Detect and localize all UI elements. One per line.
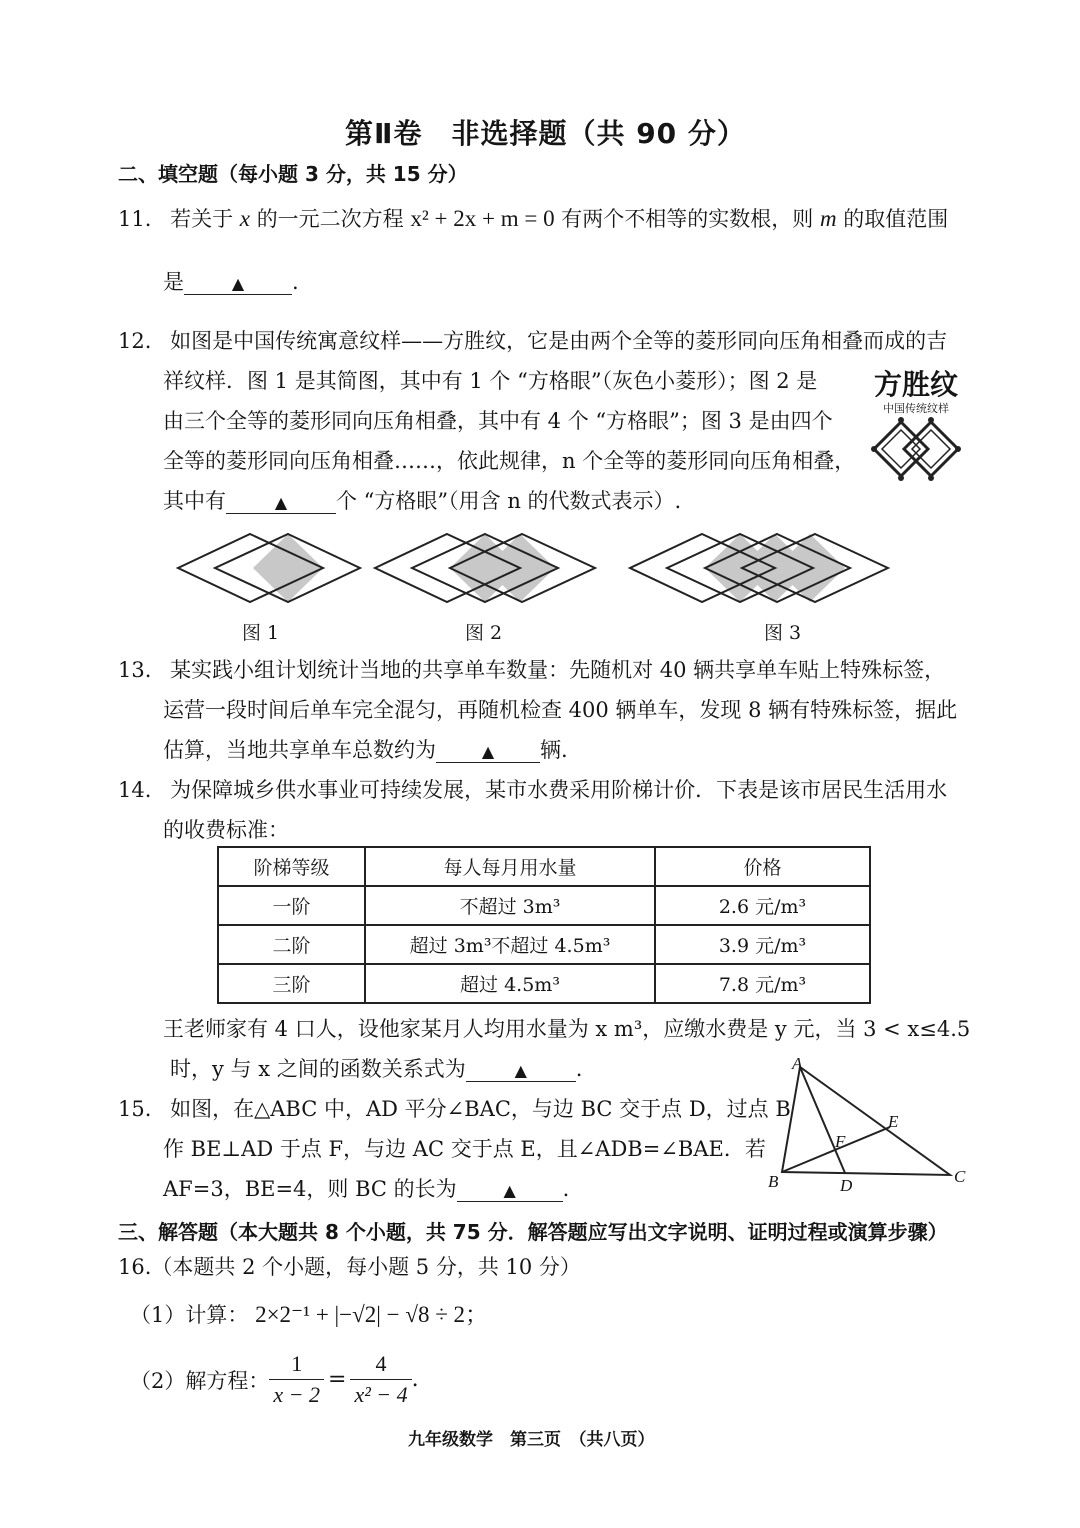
variable-m: m	[819, 206, 837, 231]
question-14-line1	[118, 775, 947, 805]
logo-title: 方胜纹	[873, 368, 958, 401]
question-number: 11.	[118, 207, 152, 231]
figure-label: 图 3	[764, 622, 802, 644]
section-heading-fill-in: 二、填空题（每小题 3 分，共 15 分）	[118, 162, 468, 186]
knot-icon	[866, 416, 966, 486]
question-text: .	[562, 1177, 570, 1201]
rhombus-figures	[170, 524, 920, 614]
table-cell: 3.9 元/m³	[655, 925, 870, 964]
question-text: 如图，在△ABC 中，AD 平分∠BAC，与边 BC 交于点 D，过点 B	[170, 1097, 791, 1121]
question-number: 13.	[118, 658, 152, 682]
question-number: 14.	[118, 778, 152, 802]
table-cell: 2.6 元/m³	[655, 886, 870, 925]
answer-blank[interactable]: ▲	[184, 274, 292, 295]
part-label: （2）解方程：	[130, 1368, 270, 1393]
question-text: 由三个全等的菱形同向压角相叠，其中有 4 个 “方格眼”；图 3 是由四个	[163, 409, 833, 433]
table-header-row	[218, 847, 870, 886]
figure-1	[178, 534, 360, 602]
table-cell: 三阶	[218, 964, 365, 1003]
answer-blank[interactable]: ▲	[466, 1061, 576, 1082]
table-row	[218, 886, 870, 925]
question-text: 个 “方格眼”（用含 n 的代数式表示）.	[336, 489, 682, 513]
question-13-line1	[118, 655, 945, 685]
question-text: 若关于	[170, 207, 234, 231]
period: .	[411, 1367, 419, 1392]
question-11-line2	[163, 267, 299, 297]
question-text: AF=3，BE=4，则 BC 的长为	[163, 1177, 457, 1201]
question-text: .	[292, 270, 299, 294]
section-heading-solutions: 三、解答题（本大题共 8 个小题，共 75 分．解答题应写出文字说明、证明过程或演算步骤）	[118, 1220, 948, 1244]
numerator: 4	[350, 1349, 411, 1380]
table-header-cell: 阶梯等级	[218, 847, 365, 886]
question-text: 的收费标准：	[163, 818, 289, 842]
logo-subtitle: 中国传统纹样	[883, 402, 949, 415]
question-text: 的一元二次方程	[256, 207, 404, 231]
figure-3	[630, 534, 888, 602]
question-16-part2	[130, 1349, 419, 1410]
numerator: 1	[269, 1349, 324, 1380]
question-text: 辆.	[540, 738, 568, 762]
point-label-b: B	[768, 1172, 779, 1191]
table-header-cell: 每人每月用水量	[365, 847, 655, 886]
fraction-right	[350, 1349, 411, 1410]
table-row	[218, 964, 870, 1003]
question-15-line1	[118, 1094, 791, 1124]
table-cell: 一阶	[218, 886, 365, 925]
answer-blank[interactable]: ▲	[457, 1181, 563, 1202]
question-text: 其中有	[163, 489, 226, 513]
water-price-table	[217, 846, 871, 1004]
table-cell: 不超过 3m³	[365, 886, 655, 925]
equation: x² + 2x + m = 0	[410, 206, 555, 231]
page-title: 第Ⅱ卷 非选择题（共 90 分）	[345, 117, 746, 150]
question-text: 的取值范围	[843, 207, 949, 231]
table-cell: 7.8 元/m³	[655, 964, 870, 1003]
part-label: （1）计算：	[130, 1303, 249, 1327]
table-cell: 超过 4.5m³	[365, 964, 655, 1003]
point-label-f: F	[835, 1132, 846, 1151]
fraction-left	[269, 1349, 324, 1410]
answer-blank[interactable]: ▲	[436, 742, 540, 763]
question-16-part1	[130, 1300, 488, 1330]
figure-label: 图 2	[465, 622, 503, 644]
question-text: 有两个不相等的实数根，则	[561, 207, 814, 231]
question-text: 如图是中国传统寓意纹样——方胜纹，它是由两个全等的菱形同向压角相叠而成的吉	[170, 329, 948, 353]
question-15-line3	[163, 1174, 569, 1204]
denominator: x − 2	[273, 1382, 320, 1407]
question-text: 祥纹样．图 1 是其简图，其中有 1 个 “方格眼”（灰色小菱形）；图 2 是	[163, 369, 818, 393]
expression: 2×2⁻¹ + |−√2| − √8 ÷ 2；	[255, 1302, 489, 1327]
fangshengwen-logo	[866, 368, 966, 491]
question-text: .	[575, 1057, 583, 1081]
point-label-e: E	[888, 1112, 899, 1131]
table-row	[218, 925, 870, 964]
question-text: 王老师家有 4 口人，设他家某月人均用水量为 x m³，应缴水费是 y 元，当 3 < x≤4.5	[163, 1017, 971, 1041]
question-14-last-line	[170, 1054, 582, 1084]
triangle-figure	[760, 1055, 975, 1195]
question-number: 15.	[118, 1097, 152, 1121]
equals-sign: =	[328, 1367, 347, 1392]
question-12-line1	[118, 326, 947, 356]
variable-x: x	[239, 206, 250, 231]
question-text: 作 BE⊥AD 于点 F，与边 AC 交于点 E，且∠ADB=∠BAE．若	[163, 1137, 766, 1161]
figure-2	[375, 534, 595, 602]
table-cell: 二阶	[218, 925, 365, 964]
question-text: 运营一段时间后单车完全混匀，再随机检查 400 辆单车，发现 8 辆有特殊标签，据此	[163, 698, 958, 722]
point-label-a: A	[792, 1055, 803, 1073]
question-text: 全等的菱形同向压角相叠……，依此规律，n 个全等的菱形同向压角相叠，	[163, 449, 856, 473]
question-number: 12.	[118, 329, 152, 353]
question-16-header: 16.（本题共 2 个小题，每小题 5 分，共 10 分）	[118, 1255, 581, 1279]
answer-blank[interactable]: ▲	[226, 493, 336, 514]
question-text: 时，y 与 x 之间的函数关系式为	[170, 1057, 466, 1081]
denominator: x² − 4	[354, 1382, 408, 1407]
question-text: 估算，当地共享单车总数约为	[163, 738, 436, 762]
point-label-c: C	[954, 1167, 966, 1186]
question-12-line5	[163, 486, 681, 516]
table-header-cell: 价格	[655, 847, 870, 886]
page-footer: 九年级数学 第三页 （共八页）	[408, 1430, 655, 1450]
table-cell: 超过 3m³不超过 4.5m³	[365, 925, 655, 964]
question-13-line3	[163, 735, 568, 765]
figure-label: 图 1	[242, 622, 280, 644]
question-text: 是	[163, 270, 184, 294]
point-label-d: D	[840, 1176, 853, 1195]
question-text: 为保障城乡供水事业可持续发展，某市水费采用阶梯计价．下表是该市居民生活用水	[170, 778, 948, 802]
question-text: 某实践小组计划统计当地的共享单车数量：先随机对 40 辆共享单车贴上特殊标签，	[170, 658, 946, 682]
question-11	[118, 204, 948, 234]
